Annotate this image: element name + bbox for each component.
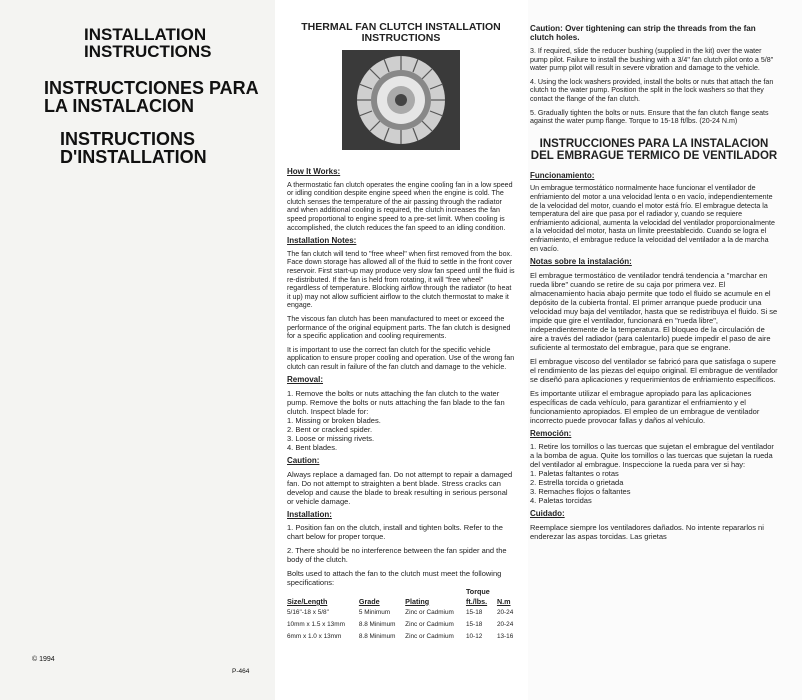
table-cell: 10-12 — [465, 632, 483, 640]
table-row — [287, 619, 519, 631]
table-header: Grade — [358, 596, 380, 606]
removal-heading: Removal: — [287, 375, 324, 385]
remocion-heading: Remoción: — [530, 428, 572, 438]
copyright: © 1994 — [32, 656, 55, 663]
table-row — [287, 631, 519, 643]
notes-text-2: The viscous fan clutch has been manufactured to meet or exceed the performance of the original equipment parts. The fan clutch is designed for a specific application and cooling requirements. — [287, 314, 511, 341]
notes-text-3: It is important to use the correct fan clutch for the specific vehicle application to ensure proper cooling and operation. Use of the wrong fan clutch can result in failure of the fan clutch and damage to the vehicle. — [287, 345, 515, 371]
spanish-title: INSTRUCCIONES PARA LA INSTALACION DEL EMBRAGUE TERMICO DE VENTILADOR — [530, 137, 778, 162]
notas-text-2: El embrague viscoso del ventilador se fabricó para que satisfaga o supere el rendimiento de las piezas del equipo original. El embrague de ventilador se diseñó para aplicaciones y requerimientos de enfriamiento específicos. — [530, 356, 778, 384]
table-cell: 8.8 Minimum — [358, 632, 396, 640]
table-cell: 13-16 — [496, 632, 514, 640]
list-item: 4. Paletas torcidas — [530, 496, 592, 506]
list-item: 3. Remaches flojos o faltantes — [530, 487, 631, 497]
list-item: 3. Loose or missing rivets. — [287, 434, 375, 444]
list-item: 2. Bent or cracked spider. — [287, 425, 373, 435]
remocion-step-1: 1. Retire los tornillos o las tuercas que sujetan el embrague del ventilador a la bomba de agua. Quite los tornillos o las tuercas que sujetan la rueda del ventilador al embrague. Inspeccione la rueda para ver si hay: — [530, 442, 774, 470]
caution-overtightening: Caution: Over tightening can strip the threads from the fan clutch holes. — [530, 24, 756, 42]
fan-clutch-photo-icon — [342, 50, 460, 150]
notas-heading: Notas sobre la instalación: — [530, 257, 632, 267]
table-cell: 20-24 — [496, 609, 514, 617]
notas-text-3: Es importante utilizar el embrague apropiado para las aplicaciones específicas de cada vehículo, para garantizar el enfriamiento y el funcionamiento apropiados. El empleo de un embrague de ventilador incorrecto puede provocar fallas y daños al vehículo. — [530, 388, 760, 425]
removal-step-1: 1. Remove the bolts or nuts attaching the fan clutch to the water pump. Remove the bolts or nuts attaching the fan blade to the fan clutch. Inspect blade for: — [287, 389, 505, 417]
list-item: 2. Estrella torcida o grietada — [530, 478, 624, 488]
installation-spec-intro: Bolts used to attach the fan to the clutch must meet the following specifications: — [287, 569, 502, 588]
table-cell: 8.8 Minimum — [358, 621, 396, 629]
table-cell: Zinc or Cadmium — [405, 632, 454, 640]
table-cell: 20-24 — [496, 621, 514, 629]
table-cell: 15-18 — [465, 609, 483, 617]
torque-header: Torque — [465, 587, 490, 597]
table-cell: 15-18 — [465, 621, 483, 629]
how-heading: How It Works: — [287, 167, 341, 176]
cuidado-text: Reemplace siempre los ventiladores dañados. No intente repararlos ni enderezar las aspas torcidas. Las grietas — [530, 522, 764, 541]
title-spanish: INSTRUCTCIONES PARA LA INSTALACION — [44, 78, 259, 116]
funcionamiento-text: Un embrague termostático normalmente hace funcionar el ventilador de enfriamiento del motor a una velocidad lenta o en vacío, independientemente de la velocidad del motor, cuando el motor está frío. El embrague detecta la temperatura del aire que pasa por el radiador y, cuando se requiere enfriamiento adicional, aumenta la velocidad del ventilador proporcionalmente a la velocidad del motor, hasta un límite preestablecido. Cuando se logra el enfriamiento, el embrague reduce la velocidad del ventilador a la de marcha en vacío. — [530, 184, 775, 253]
table-cell: Zinc or Cadmium — [405, 621, 454, 629]
list-item: 1. Paletas faltantes o rotas — [530, 469, 619, 479]
english-column — [287, 22, 515, 642]
table-header: N.m — [496, 596, 511, 606]
funcionamiento-heading: Funcionamiento: — [530, 170, 595, 180]
list-item: 4. Bent blades. — [287, 443, 338, 453]
installation-step-4: 4. Using the lock washers provided, install the bolts or nuts that attach the fan clutch to the water pump. Position the split in the lock washers so that they contact the flange of the fan clutch. — [530, 77, 774, 103]
table-row — [287, 607, 519, 619]
how-text: A thermostatic fan clutch operates the engine cooling fan in a low speed or idling condition despite engine speed when the engine is cold. The clutch senses the temperature of the air passing through the radiator and when additional cooling is required, the clutch increases the fan speed proportional to engine speed to a pre-set limit. When cooling is accomplished, the clutch reduces the fan speed to an idling condition. — [287, 180, 513, 232]
part-number: P-464 — [232, 668, 250, 675]
cuidado-heading: Cuidado: — [530, 509, 565, 519]
notes-text-1: The fan clutch will tend to "free wheel" when first removed from the box. Face down storage has allowed all of the fluid to settle in the front cover reservoir. First start-up may produce very slow fan speed until the fluid is re-distributed. If the fan is held from rotating, it will "free wheel" regardless of temperature. Blocking airflow through the radiator (to heat it up) may not allow sufficient airflow to the clutch thermostat to make it engage. — [287, 249, 515, 310]
table-cell: 5 Minimum — [358, 609, 391, 617]
installation-step-5: 5. Gradually tighten the bolts or nuts. Ensure that the fan clutch flange seats against the water pump flange. Torque to 15-18 ft/lbs. (20-24 N.m) — [530, 108, 769, 126]
document-title: THERMAL FAN CLUTCH INSTALLATION INSTRUCTIONS — [301, 21, 501, 44]
title-french: INSTRUCTIONS D'INSTALLATION — [60, 129, 207, 167]
caution-heading: Caution: — [287, 456, 320, 466]
table-cell: 10mm x 1.5 x 13mm — [287, 621, 345, 629]
installation-heading: Installation: — [287, 509, 332, 519]
notas-text-1: El embrague termostático de ventilador tendrá tendencia a "marchar en rueda libre" cuando se retire de su caja por primera vez. El almacenamiento hacia abajo permite que todo el fluido se acumule en el depósito de la cubierta frontal. El primer arranque puede producir una velocidad muy baja del ventilador, hasta que se redistribuya el fluido. Si se impide que gire el ventilador, funcionará en "rueda libre", independientemente de la temperatura. El bloqueo de la circulación de aire a través del radiador (para calentarlo) puede impedir el paso de aire suficiente al termostato del embrague, para que se engrane. — [530, 270, 778, 352]
table-cell: 6mm x 1.0 x 13mm — [287, 632, 342, 640]
table-header: Size/Length — [287, 596, 328, 606]
installation-step-3: 3. If required, slide the reducer bushing (supplied in the kit) over the water pump pilot. Failure to install the bushing with a 3/4" fan clutch pilot onto a 5/8" water pump pilot will result in severe vibration and damage to the vehicle. — [530, 47, 774, 73]
installation-step-2: 2. There should be no interference between the fan spider and the body of the clutch. — [287, 546, 507, 565]
table-header: Plating — [405, 596, 430, 606]
bolt-spec-table — [287, 588, 519, 642]
notes-heading: Installation Notes: — [287, 236, 357, 246]
table-cell: Zinc or Cadmium — [405, 609, 454, 617]
spanish-column — [530, 24, 778, 546]
remocion-list — [530, 469, 778, 505]
list-item: 1. Missing or broken blades. — [287, 416, 381, 426]
installation-step-1: 1. Position fan on the clutch, install and tighten bolts. Refer to the chart below for proper torque. — [287, 523, 503, 542]
table-header: ft./lbs. — [465, 596, 488, 606]
caution-text: Always replace a damaged fan. Do not attempt to repair a damaged fan. Do not attempt to straighten a bent blade. Stress cracks can develop and cause the blade to break resulting in serious personal or vehicle damage. — [287, 469, 513, 506]
table-cell: 5/16"-18 x 5/8" — [287, 609, 329, 617]
removal-list — [287, 416, 515, 452]
title-english: INSTALLATION INSTRUCTIONS — [84, 25, 212, 61]
